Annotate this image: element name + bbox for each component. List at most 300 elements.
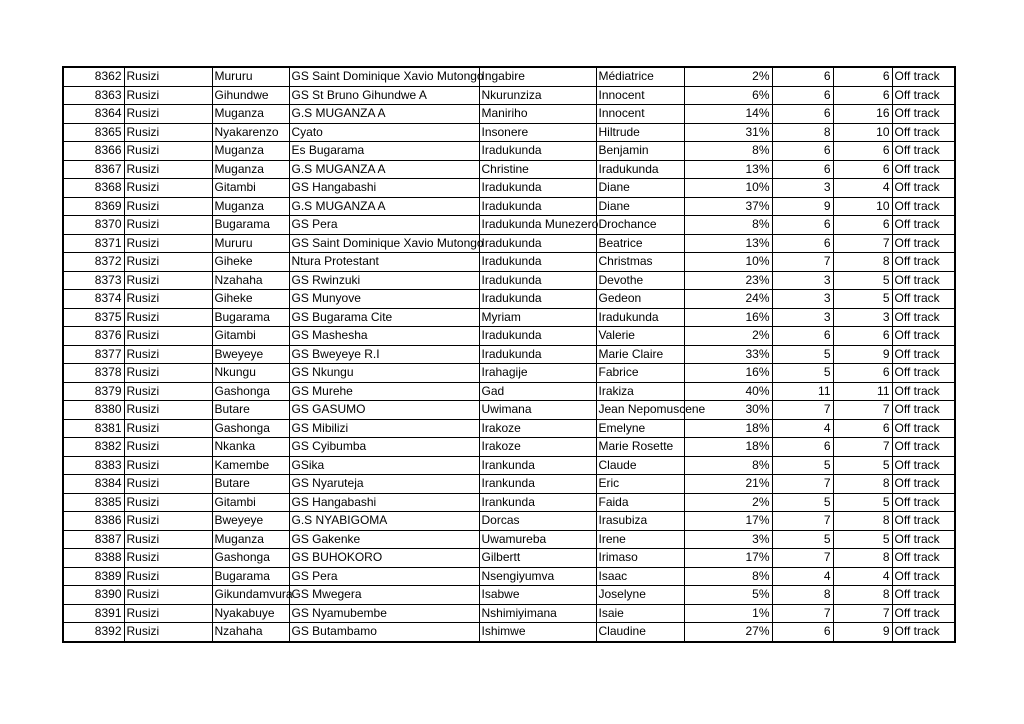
cell-surname: Irankunda — [479, 456, 596, 475]
cell-school: GS Hangabashi — [289, 493, 479, 512]
cell-status: Off track — [892, 160, 955, 179]
cell-school: Cyato — [289, 123, 479, 142]
cell-first-name: Gedeon — [596, 290, 684, 309]
cell-district: Rusizi — [124, 179, 212, 198]
cell-status: Off track — [892, 419, 955, 438]
cell-col-b: 4 — [833, 567, 892, 586]
cell-first-name: Isaac — [596, 567, 684, 586]
table-row — [63, 179, 955, 198]
cell-score: 5% — [684, 586, 772, 605]
cell-col-a: 5 — [772, 530, 833, 549]
cell-first-name: Joselyne — [596, 586, 684, 605]
table-row — [63, 197, 955, 216]
cell-col-b: 6 — [833, 327, 892, 346]
cell-district: Rusizi — [124, 290, 212, 309]
cell-district: Rusizi — [124, 456, 212, 475]
cell-score: 8% — [684, 456, 772, 475]
cell-first-name: Iradukunda — [596, 308, 684, 327]
cell-col-a: 8 — [772, 586, 833, 605]
table-row — [63, 105, 955, 124]
cell-status: Off track — [892, 493, 955, 512]
table-row — [63, 364, 955, 383]
table-row — [63, 512, 955, 531]
cell-id: 8392 — [63, 623, 124, 642]
table-row — [63, 623, 955, 642]
cell-first-name: Innocent — [596, 86, 684, 105]
cell-score: 2% — [684, 327, 772, 346]
cell-col-a: 6 — [772, 234, 833, 253]
cell-score: 14% — [684, 105, 772, 124]
cell-id: 8375 — [63, 308, 124, 327]
cell-surname: Uwamureba — [479, 530, 596, 549]
cell-status: Off track — [892, 382, 955, 401]
cell-col-a: 5 — [772, 364, 833, 383]
cell-status: Off track — [892, 345, 955, 364]
cell-score: 2% — [684, 493, 772, 512]
cell-school: GS Bweyeye R.I — [289, 345, 479, 364]
cell-school: GS Rwinzuki — [289, 271, 479, 290]
cell-school: Es Bugarama — [289, 142, 479, 161]
table-row — [63, 290, 955, 309]
cell-school: GS Nyaruteja — [289, 475, 479, 494]
cell-col-b: 11 — [833, 382, 892, 401]
cell-id: 8372 — [63, 253, 124, 272]
cell-first-name: Claude — [596, 456, 684, 475]
cell-col-b: 6 — [833, 364, 892, 383]
cell-col-b: 16 — [833, 105, 892, 124]
cell-first-name: Eric — [596, 475, 684, 494]
cell-district: Rusizi — [124, 586, 212, 605]
cell-status: Off track — [892, 67, 955, 86]
cell-surname: Irakoze — [479, 419, 596, 438]
cell-score: 2% — [684, 67, 772, 86]
cell-status: Off track — [892, 234, 955, 253]
cell-first-name: Fabrice — [596, 364, 684, 383]
cell-school: GS St Bruno Gihundwe A — [289, 86, 479, 105]
cell-id: 8371 — [63, 234, 124, 253]
cell-col-b: 7 — [833, 438, 892, 457]
cell-col-a: 5 — [772, 493, 833, 512]
cell-col-a: 6 — [772, 160, 833, 179]
cell-id: 8376 — [63, 327, 124, 346]
table-row — [63, 308, 955, 327]
cell-school: GSika — [289, 456, 479, 475]
cell-school: GS Mibilizi — [289, 419, 479, 438]
data-table — [62, 66, 956, 643]
cell-surname: Insonere — [479, 123, 596, 142]
cell-status: Off track — [892, 401, 955, 420]
cell-score: 16% — [684, 364, 772, 383]
cell-id: 8389 — [63, 567, 124, 586]
cell-col-a: 9 — [772, 197, 833, 216]
cell-col-b: 6 — [833, 216, 892, 235]
cell-id: 8382 — [63, 438, 124, 457]
cell-score: 8% — [684, 567, 772, 586]
cell-school: GS Butambamo — [289, 623, 479, 642]
table-row — [63, 475, 955, 494]
cell-id: 8378 — [63, 364, 124, 383]
cell-score: 3% — [684, 530, 772, 549]
cell-col-b: 5 — [833, 456, 892, 475]
cell-surname: Iradukunda — [479, 345, 596, 364]
cell-col-b: 4 — [833, 179, 892, 198]
cell-sector: Mururu — [212, 67, 289, 86]
cell-col-a: 7 — [772, 549, 833, 568]
cell-school: GS Pera — [289, 567, 479, 586]
cell-school: G.S MUGANZA A — [289, 197, 479, 216]
cell-sector: Butare — [212, 475, 289, 494]
cell-surname: Maniriho — [479, 105, 596, 124]
cell-sector: Gitambi — [212, 493, 289, 512]
cell-score: 40% — [684, 382, 772, 401]
cell-first-name: Irene — [596, 530, 684, 549]
cell-col-a: 6 — [772, 67, 833, 86]
cell-sector: Mururu — [212, 234, 289, 253]
cell-district: Rusizi — [124, 530, 212, 549]
table-row — [63, 123, 955, 142]
cell-col-b: 7 — [833, 401, 892, 420]
cell-district: Rusizi — [124, 512, 212, 531]
cell-col-a: 6 — [772, 623, 833, 642]
cell-sector: Bweyeye — [212, 345, 289, 364]
cell-district: Rusizi — [124, 327, 212, 346]
cell-id: 8381 — [63, 419, 124, 438]
cell-district: Rusizi — [124, 123, 212, 142]
cell-status: Off track — [892, 197, 955, 216]
cell-school: Ntura Protestant — [289, 253, 479, 272]
cell-id: 8384 — [63, 475, 124, 494]
cell-school: GS Nkungu — [289, 364, 479, 383]
cell-surname: Christine — [479, 160, 596, 179]
table-row — [63, 401, 955, 420]
cell-col-a: 7 — [772, 604, 833, 623]
table-row — [63, 586, 955, 605]
cell-sector: Gashonga — [212, 419, 289, 438]
cell-sector: Muganza — [212, 530, 289, 549]
table-row — [63, 327, 955, 346]
cell-score: 17% — [684, 512, 772, 531]
cell-school: GS Saint Dominique Xavio Mutongo — [289, 67, 479, 86]
cell-id: 8379 — [63, 382, 124, 401]
table-row — [63, 234, 955, 253]
cell-first-name: Hiltrude — [596, 123, 684, 142]
cell-col-b: 8 — [833, 549, 892, 568]
cell-status: Off track — [892, 290, 955, 309]
cell-surname: Nshimiyimana — [479, 604, 596, 623]
cell-surname: Iradukunda — [479, 327, 596, 346]
cell-col-b: 5 — [833, 493, 892, 512]
table-row — [63, 567, 955, 586]
cell-first-name: Christmas — [596, 253, 684, 272]
cell-status: Off track — [892, 549, 955, 568]
cell-district: Rusizi — [124, 438, 212, 457]
table-row — [63, 345, 955, 364]
cell-score: 6% — [684, 86, 772, 105]
cell-col-b: 8 — [833, 512, 892, 531]
cell-col-a: 4 — [772, 567, 833, 586]
table-row — [63, 549, 955, 568]
cell-first-name: Faida — [596, 493, 684, 512]
cell-id: 8390 — [63, 586, 124, 605]
cell-id: 8387 — [63, 530, 124, 549]
cell-status: Off track — [892, 438, 955, 457]
cell-id: 8369 — [63, 197, 124, 216]
table-row — [63, 493, 955, 512]
cell-score: 18% — [684, 419, 772, 438]
cell-district: Rusizi — [124, 623, 212, 642]
cell-first-name: Devothe — [596, 271, 684, 290]
cell-status: Off track — [892, 142, 955, 161]
cell-col-a: 6 — [772, 216, 833, 235]
cell-school: GS Mashesha — [289, 327, 479, 346]
cell-surname: Ingabire — [479, 67, 596, 86]
cell-col-b: 10 — [833, 197, 892, 216]
cell-district: Rusizi — [124, 345, 212, 364]
cell-first-name: Jean Nepomuscene — [596, 401, 684, 420]
cell-status: Off track — [892, 105, 955, 124]
cell-district: Rusizi — [124, 604, 212, 623]
cell-first-name: Benjamin — [596, 142, 684, 161]
cell-district: Rusizi — [124, 549, 212, 568]
cell-id: 8367 — [63, 160, 124, 179]
cell-sector: Nkanka — [212, 438, 289, 457]
cell-status: Off track — [892, 308, 955, 327]
cell-district: Rusizi — [124, 234, 212, 253]
cell-score: 10% — [684, 253, 772, 272]
cell-status: Off track — [892, 475, 955, 494]
cell-first-name: Médiatrice — [596, 67, 684, 86]
cell-col-a: 3 — [772, 290, 833, 309]
cell-sector: Gashonga — [212, 549, 289, 568]
cell-status: Off track — [892, 364, 955, 383]
cell-id: 8362 — [63, 67, 124, 86]
cell-surname: Irahagije — [479, 364, 596, 383]
cell-surname: Irankunda — [479, 475, 596, 494]
cell-id: 8377 — [63, 345, 124, 364]
cell-status: Off track — [892, 586, 955, 605]
table-row — [63, 271, 955, 290]
cell-id: 8368 — [63, 179, 124, 198]
table-row — [63, 604, 955, 623]
cell-status: Off track — [892, 123, 955, 142]
cell-col-b: 3 — [833, 308, 892, 327]
cell-status: Off track — [892, 86, 955, 105]
table-row — [63, 86, 955, 105]
cell-surname: Iradukunda Munezero — [479, 216, 596, 235]
cell-school: GS Murehe — [289, 382, 479, 401]
cell-district: Rusizi — [124, 142, 212, 161]
cell-status: Off track — [892, 530, 955, 549]
cell-id: 8391 — [63, 604, 124, 623]
cell-col-a: 6 — [772, 327, 833, 346]
cell-col-b: 7 — [833, 604, 892, 623]
cell-col-a: 6 — [772, 86, 833, 105]
cell-sector: Gikundamvura — [212, 586, 289, 605]
cell-id: 8374 — [63, 290, 124, 309]
cell-id: 8373 — [63, 271, 124, 290]
cell-status: Off track — [892, 179, 955, 198]
cell-school: GS Cyibumba — [289, 438, 479, 457]
cell-col-b: 6 — [833, 142, 892, 161]
cell-id: 8385 — [63, 493, 124, 512]
cell-status: Off track — [892, 623, 955, 642]
cell-col-a: 7 — [772, 512, 833, 531]
cell-score: 30% — [684, 401, 772, 420]
table-row — [63, 160, 955, 179]
cell-sector: Gitambi — [212, 327, 289, 346]
cell-sector: Gitambi — [212, 179, 289, 198]
cell-sector: Gihundwe — [212, 86, 289, 105]
cell-school: G.S NYABIGOMA — [289, 512, 479, 531]
cell-score: 33% — [684, 345, 772, 364]
cell-school: GS GASUMO — [289, 401, 479, 420]
cell-first-name: Claudine — [596, 623, 684, 642]
cell-school: GS Gakenke — [289, 530, 479, 549]
cell-status: Off track — [892, 604, 955, 623]
cell-score: 16% — [684, 308, 772, 327]
cell-surname: Gilbertt — [479, 549, 596, 568]
cell-score: 8% — [684, 216, 772, 235]
cell-sector: Nkungu — [212, 364, 289, 383]
cell-school: GS Mwegera — [289, 586, 479, 605]
table-row — [63, 142, 955, 161]
cell-status: Off track — [892, 512, 955, 531]
cell-status: Off track — [892, 271, 955, 290]
cell-surname: Dorcas — [479, 512, 596, 531]
cell-col-a: 3 — [772, 308, 833, 327]
cell-surname: Nsengiyumva — [479, 567, 596, 586]
cell-surname: Myriam — [479, 308, 596, 327]
cell-sector: Bweyeye — [212, 512, 289, 531]
cell-col-b: 6 — [833, 86, 892, 105]
cell-sector: Nzahaha — [212, 623, 289, 642]
cell-col-b: 6 — [833, 419, 892, 438]
cell-sector: Giheke — [212, 290, 289, 309]
cell-col-b: 10 — [833, 123, 892, 142]
cell-district: Rusizi — [124, 308, 212, 327]
cell-sector: Muganza — [212, 197, 289, 216]
cell-district: Rusizi — [124, 67, 212, 86]
cell-col-b: 7 — [833, 234, 892, 253]
cell-first-name: Isaie — [596, 604, 684, 623]
cell-status: Off track — [892, 567, 955, 586]
cell-score: 18% — [684, 438, 772, 457]
cell-first-name: Irimaso — [596, 549, 684, 568]
cell-surname: Iradukunda — [479, 234, 596, 253]
cell-col-a: 7 — [772, 253, 833, 272]
cell-surname: Gad — [479, 382, 596, 401]
cell-col-a: 11 — [772, 382, 833, 401]
cell-col-a: 7 — [772, 401, 833, 420]
cell-sector: Butare — [212, 401, 289, 420]
cell-col-b: 5 — [833, 290, 892, 309]
cell-first-name: Drochance — [596, 216, 684, 235]
cell-sector: Muganza — [212, 142, 289, 161]
cell-sector: Nyakabuye — [212, 604, 289, 623]
cell-surname: Uwimana — [479, 401, 596, 420]
cell-district: Rusizi — [124, 216, 212, 235]
cell-school: G.S MUGANZA A — [289, 160, 479, 179]
cell-first-name: Innocent — [596, 105, 684, 124]
cell-col-b: 9 — [833, 345, 892, 364]
cell-status: Off track — [892, 327, 955, 346]
cell-score: 21% — [684, 475, 772, 494]
cell-id: 8366 — [63, 142, 124, 161]
cell-surname: Isabwe — [479, 586, 596, 605]
cell-col-b: 5 — [833, 530, 892, 549]
cell-surname: Irakoze — [479, 438, 596, 457]
cell-id: 8370 — [63, 216, 124, 235]
cell-surname: Irankunda — [479, 493, 596, 512]
cell-score: 17% — [684, 549, 772, 568]
table-row — [63, 382, 955, 401]
cell-score: 27% — [684, 623, 772, 642]
cell-district: Rusizi — [124, 271, 212, 290]
cell-col-a: 3 — [772, 271, 833, 290]
cell-score: 13% — [684, 234, 772, 253]
cell-school: GS Hangabashi — [289, 179, 479, 198]
cell-surname: Iradukunda — [479, 142, 596, 161]
table-row — [63, 253, 955, 272]
cell-sector: Bugarama — [212, 216, 289, 235]
cell-surname: Iradukunda — [479, 253, 596, 272]
cell-col-b: 8 — [833, 253, 892, 272]
cell-surname: Iradukunda — [479, 179, 596, 198]
cell-school: GS Nyamubembe — [289, 604, 479, 623]
cell-sector: Muganza — [212, 160, 289, 179]
table-row — [63, 438, 955, 457]
table-row — [63, 67, 955, 86]
cell-score: 8% — [684, 142, 772, 161]
cell-first-name: Beatrice — [596, 234, 684, 253]
cell-surname: Nkurunziza — [479, 86, 596, 105]
cell-sector: Bugarama — [212, 567, 289, 586]
cell-score: 13% — [684, 160, 772, 179]
cell-score: 37% — [684, 197, 772, 216]
spreadsheet-page — [62, 66, 954, 641]
cell-district: Rusizi — [124, 253, 212, 272]
cell-district: Rusizi — [124, 475, 212, 494]
cell-school: GS Munyove — [289, 290, 479, 309]
cell-district: Rusizi — [124, 364, 212, 383]
cell-first-name: Marie Rosette — [596, 438, 684, 457]
cell-sector: Muganza — [212, 105, 289, 124]
cell-col-a: 4 — [772, 419, 833, 438]
cell-score: 31% — [684, 123, 772, 142]
cell-sector: Nyakarenzo — [212, 123, 289, 142]
cell-id: 8383 — [63, 456, 124, 475]
cell-district: Rusizi — [124, 105, 212, 124]
cell-sector: Kamembe — [212, 456, 289, 475]
table-row — [63, 419, 955, 438]
cell-col-a: 8 — [772, 123, 833, 142]
cell-first-name: Iradukunda — [596, 160, 684, 179]
cell-district: Rusizi — [124, 86, 212, 105]
cell-col-a: 5 — [772, 456, 833, 475]
cell-surname: Iradukunda — [479, 271, 596, 290]
table-row — [63, 216, 955, 235]
cell-col-b: 6 — [833, 160, 892, 179]
cell-school: GS BUHOKORO — [289, 549, 479, 568]
cell-id: 8388 — [63, 549, 124, 568]
cell-surname: Iradukunda — [479, 290, 596, 309]
cell-first-name: Irasubiza — [596, 512, 684, 531]
cell-col-a: 6 — [772, 438, 833, 457]
cell-first-name: Irakiza — [596, 382, 684, 401]
cell-col-a: 3 — [772, 179, 833, 198]
cell-col-b: 8 — [833, 586, 892, 605]
cell-col-b: 6 — [833, 67, 892, 86]
